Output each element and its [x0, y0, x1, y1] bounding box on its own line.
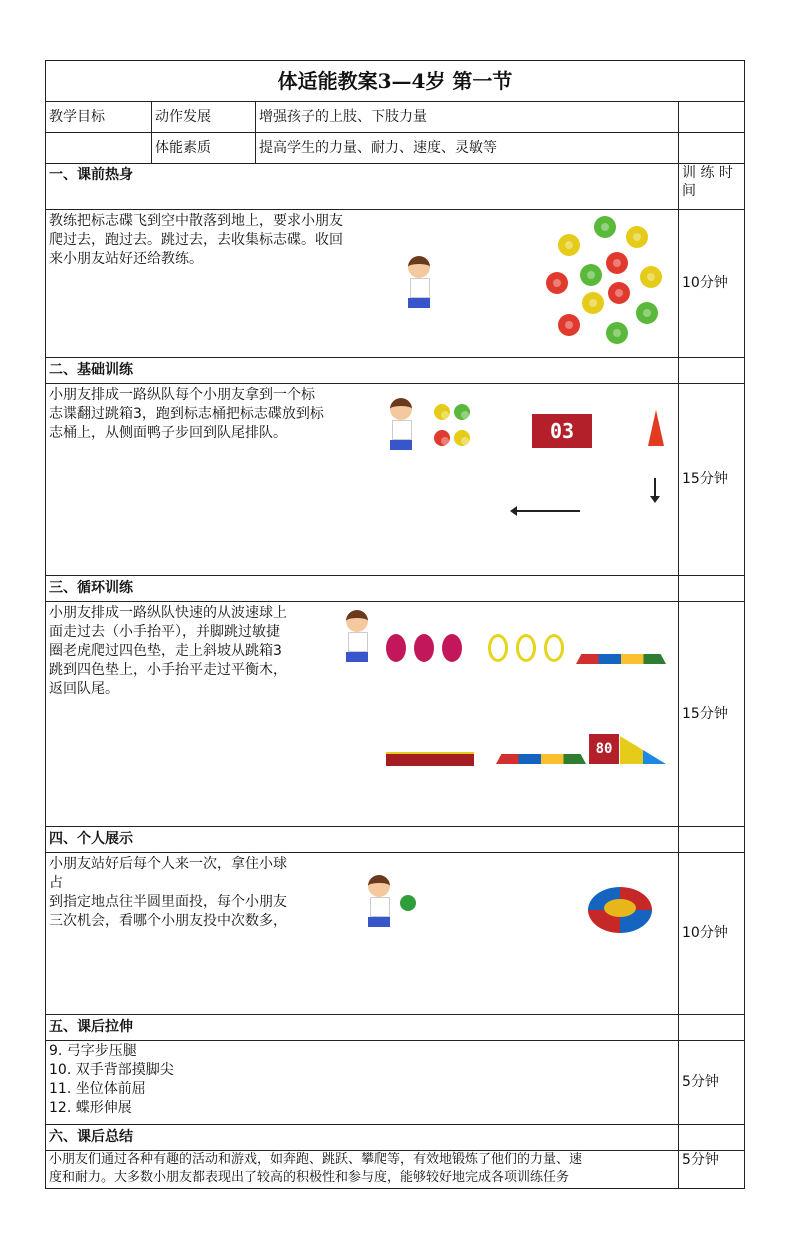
section-body-showcase	[46, 853, 679, 1015]
section-body-summary	[46, 1151, 679, 1189]
section-header-basic: 二、基础训练	[46, 358, 679, 384]
section-header-showcase: 四、个人展示	[46, 827, 679, 853]
section-text: 小朋友站好后每个人来一次，拿住小球 占 到指定地点往半圆里面投，每个小朋友 三次机会，看哪个小朋友投中次数多，	[49, 856, 287, 929]
empty-cell	[46, 133, 152, 164]
section-body-warmup	[46, 210, 679, 358]
section-body-basic	[46, 384, 679, 576]
empty-cell	[679, 133, 745, 164]
empty-cell	[679, 827, 745, 853]
arrow-down-icon	[654, 478, 656, 498]
marker-disc-icon	[608, 282, 630, 304]
section-header-circuit: 三、循环训练	[46, 576, 679, 602]
slope-ramp-icon	[620, 736, 666, 764]
time-header: 训 练 时 间	[679, 164, 745, 210]
goals-label: 教学目标	[46, 102, 152, 133]
goal-category-2: 体能素质	[152, 133, 256, 164]
arrow-down-icon	[650, 496, 660, 503]
section-header-summary: 六、课后总结	[46, 1125, 679, 1151]
arrow-left-icon	[510, 506, 517, 516]
empty-cell	[679, 1125, 745, 1151]
goal-category-1: 动作发展	[152, 102, 256, 133]
jump-box-icon	[589, 734, 619, 764]
section-text: 小朋友排成一路纵队快速的从波速球上 面走过去（小手抬平），并脚跳过敏捷 圈老虎爬过四色垫，走上斜坡从跳箱3 跳到四色垫上，小手抬平走过平衡木， 返回队尾。	[49, 605, 287, 697]
section-time: 15分钟	[679, 384, 745, 576]
marker-disc-icon	[582, 292, 604, 314]
marker-disc-icon	[636, 302, 658, 324]
lesson-table	[45, 60, 745, 1189]
section-text: 教练把标志碟飞到空中散落到地上，要求小朋友 爬过去，跑过去。跳过去，去收集标志碟。收回 来小朋友站好还给教练。	[49, 213, 343, 267]
four-color-mat-icon	[496, 754, 586, 764]
section-body-stretch	[46, 1041, 679, 1125]
marker-disc-icon	[558, 314, 580, 336]
empty-cell	[679, 102, 745, 133]
marker-disc-icon	[546, 272, 568, 294]
jump-box-label: 80	[595, 741, 613, 757]
section-text: 小朋友排成一路纵队每个小朋友拿到一个标 志谍翻过跳箱3，跑到标志桶把标志碟放到标 志桶上，从侧面鸭子步回到队尾排队。	[49, 387, 324, 441]
arrow-left-icon	[516, 510, 580, 512]
section-time: 5分钟	[679, 1041, 745, 1125]
section-time: 10分钟	[679, 210, 745, 358]
lesson-plan	[45, 60, 744, 1189]
jump-box-label: 03	[549, 419, 575, 443]
page-title: 体适能教案3—4岁 第一节	[46, 61, 745, 102]
empty-cell	[679, 358, 745, 384]
section-time: 5分钟	[679, 1151, 745, 1189]
balance-beam-icon	[386, 752, 474, 766]
empty-cell	[679, 1015, 745, 1041]
marker-disc-icon	[640, 266, 662, 288]
section-text: 9. 弓字步压腿 10. 双手背部摸脚尖 11. 坐位体前屈 12. 蝶形伸展	[49, 1043, 174, 1116]
section-header-warmup: 一、课前热身	[46, 164, 679, 210]
marker-disc-icon	[606, 322, 628, 344]
goal-content-1: 增强孩子的上肢、下肢力量	[256, 102, 679, 133]
section-time: 10分钟	[679, 853, 745, 1015]
section-time: 15分钟	[679, 602, 745, 827]
goal-content-2: 提高学生的力量、耐力、速度、灵敏等	[256, 133, 679, 164]
empty-cell	[679, 576, 745, 602]
section-header-stretch: 五、课后拉伸	[46, 1015, 679, 1041]
section-text: 小朋友们通过各种有趣的活动和游戏，如奔跑、跳跃、攀爬等，有效地锻炼了他们的力量、速 度和耐力。大多数小朋友都表现出了较高的积极性和参与度，能够较好地完成各项训练任务	[49, 1152, 583, 1185]
section-body-circuit	[46, 602, 679, 827]
